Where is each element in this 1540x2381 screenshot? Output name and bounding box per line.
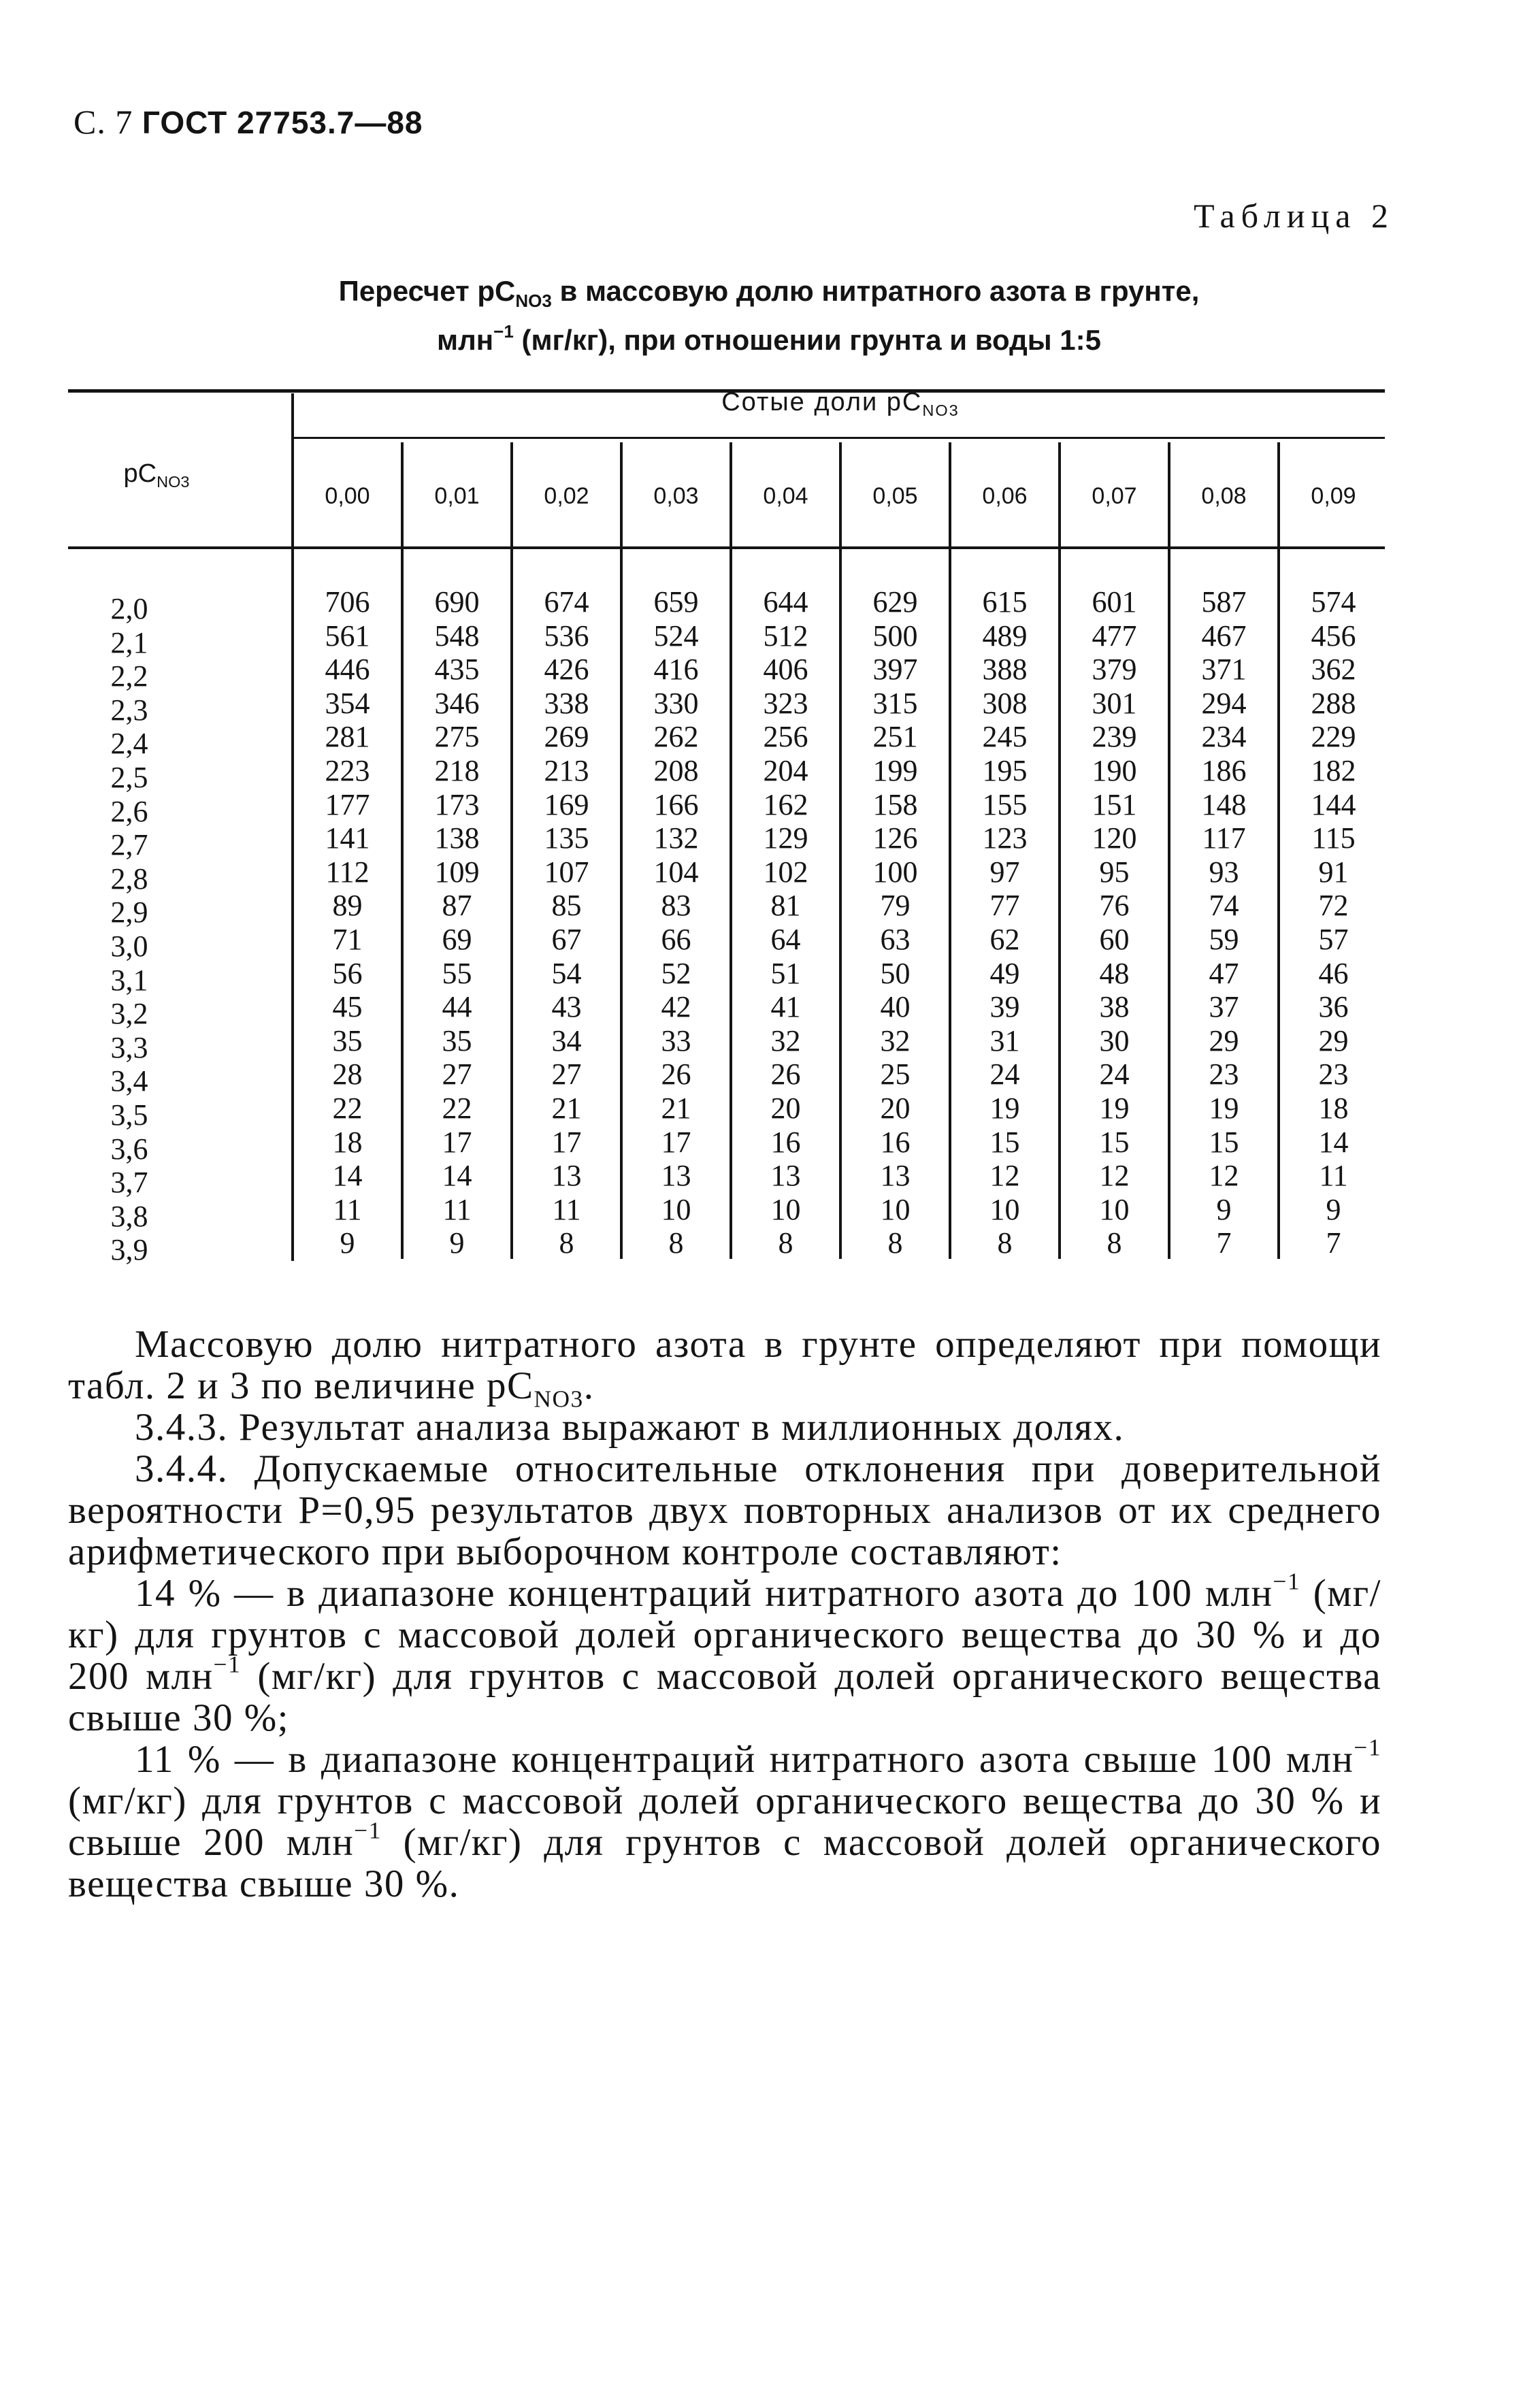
table-cell: 135: [544, 821, 589, 855]
table-cell: 29: [1318, 1023, 1349, 1057]
table-cell: 24: [989, 1057, 1020, 1091]
table-cell: 13: [661, 1159, 691, 1193]
row-label: 2,2: [110, 659, 148, 693]
table-cell: 10: [661, 1192, 691, 1226]
page-header: [73, 102, 423, 142]
table-cell: 213: [544, 753, 589, 787]
table-cell: 308: [982, 686, 1028, 720]
table-cell: 18: [332, 1125, 363, 1159]
table-cell: 23: [1209, 1057, 1239, 1091]
table-cell: 22: [332, 1091, 363, 1125]
table-cell: 435: [434, 653, 480, 687]
table-cell: 34: [551, 1023, 582, 1057]
row-label: 2,0: [110, 592, 148, 625]
table-cell: 561: [325, 619, 370, 653]
table-cell: 8: [668, 1226, 684, 1260]
paragraph-1: Массовую долю нитратного азота в грунте определяют при помощи табл. 2 и 3 по величине $pC_{NO3}$.: [68, 1323, 1381, 1413]
paragraph-5: 11 % — в диапазоне концентраций нитратного азота свыше 100 млн$^{-1}$ (мг/кг) для грунтов с массовой долей органического вещества до 30 % и свыше 200 млн$^{-1}$ (мг/кг) для грунтов с массовой долей органического вещества свыше 30 %.: [68, 1734, 1382, 1905]
table-cell: 524: [653, 619, 699, 653]
table-cell: 83: [661, 889, 691, 923]
table-cell: 269: [544, 720, 589, 754]
table-cell: 60: [1099, 922, 1130, 956]
table-cell: 126: [872, 821, 918, 855]
table-cell: 16: [770, 1125, 801, 1159]
row-label: 2,5: [110, 760, 148, 794]
table-cell: 29: [1209, 1023, 1239, 1057]
table-cell: 234: [1201, 720, 1247, 754]
table-cell: 51: [770, 956, 801, 990]
column-header: 0,00: [325, 483, 370, 509]
table-cell: 323: [763, 686, 808, 720]
table-cell: 294: [1201, 686, 1247, 720]
table-cell: 112: [325, 855, 370, 889]
table-cell: 23: [1318, 1057, 1349, 1091]
table-cell: 15: [989, 1125, 1020, 1159]
table-cell: 76: [1099, 889, 1130, 923]
row-label: 3,4: [110, 1064, 148, 1098]
data-column: [621, 585, 731, 1260]
table-cell: 50: [880, 956, 911, 990]
column-header: 0,03: [653, 483, 699, 509]
table-cell: 25: [880, 1057, 911, 1091]
table-cell: 104: [653, 855, 699, 889]
table-cell: 9: [1216, 1192, 1232, 1226]
table-cell: 15: [1209, 1125, 1239, 1159]
table-cell: 27: [442, 1057, 472, 1091]
table-cell: 218: [434, 753, 480, 787]
table-cell: 288: [1311, 686, 1356, 720]
table-cell: 40: [880, 990, 911, 1024]
table-cell: 467: [1201, 619, 1247, 653]
table-cell: 21: [661, 1091, 691, 1125]
table-cell: 69: [442, 922, 472, 956]
paragraph-3: 3.4.4. Допускаемые относительные отклонения при доверительной вероятности P=0,95 результатов двух повторных анализов от их среднего арифметического при выборочном контроле составляют:: [68, 1447, 1381, 1573]
table-cell: 132: [653, 821, 699, 855]
table-cell: 120: [1092, 821, 1137, 855]
title-superscript: −1: [493, 321, 514, 342]
table-cell: 36: [1318, 990, 1349, 1024]
row-label: 3,0: [110, 929, 148, 963]
table-cell: 11: [333, 1192, 362, 1226]
paragraph-4: 14 % — в диапазоне концентраций нитратного азота до 100 млн$^{-1}$ (мг/кг) для грунтов с массовой долей органического вещества до 30 % и до 200 млн$^{-1}$ (мг/кг) для грунтов с массовой долей органического вещества свыше 30 %;: [68, 1568, 1382, 1739]
table-cell: 173: [434, 787, 480, 821]
row-label: 3,1: [110, 963, 148, 997]
table-cell: 11: [442, 1192, 472, 1226]
row-label: 2,3: [110, 693, 148, 727]
table-cell: 338: [544, 686, 589, 720]
table-cell: 245: [982, 720, 1028, 754]
table-cell: 144: [1311, 787, 1356, 821]
table-cell: 371: [1201, 653, 1247, 687]
table-cell: 30: [1099, 1023, 1130, 1057]
table-cell: 52: [661, 956, 691, 990]
table-cell: 57: [1318, 922, 1349, 956]
table-cell: 10: [989, 1192, 1020, 1226]
document-code: ГОСТ 27753.7—88: [142, 105, 423, 140]
table-cell: 251: [872, 720, 918, 754]
table-cell: 123: [982, 821, 1028, 855]
column-header: 0,05: [872, 483, 918, 509]
table-cell: 275: [434, 720, 480, 754]
table-cell: 186: [1201, 753, 1247, 787]
table-cell: 388: [982, 653, 1028, 687]
table-cell: 18: [1318, 1091, 1349, 1125]
row-label: 2,4: [110, 727, 148, 761]
table-cell: 406: [763, 653, 808, 687]
row-label: 3,7: [110, 1166, 148, 1200]
table-cell: 10: [1099, 1192, 1130, 1226]
table-cell: 109: [434, 855, 480, 889]
table-cell: 16: [880, 1125, 911, 1159]
table-cell: 177: [325, 787, 370, 821]
column-header: 0,08: [1201, 483, 1247, 509]
table-cell: 162: [763, 787, 808, 821]
table-cell: 93: [1209, 855, 1239, 889]
table-cell: 71: [332, 922, 363, 956]
row-label: 3,8: [110, 1199, 148, 1233]
data-column: [1279, 585, 1388, 1260]
row-label: 2,6: [110, 794, 148, 828]
table-cell: 39: [989, 990, 1020, 1024]
row-label: 2,1: [110, 625, 148, 659]
table-cell: 41: [770, 990, 801, 1024]
table-cell: 182: [1311, 753, 1356, 787]
table-cell: 59: [1209, 922, 1239, 956]
row-labels: [95, 592, 163, 1267]
table-cell: 166: [653, 787, 699, 821]
table-cell: 397: [872, 653, 918, 687]
row-label: 2,7: [110, 828, 148, 862]
data-column: [1169, 585, 1279, 1260]
table-cell: 10: [770, 1192, 801, 1226]
column-group-header: Сотые доли $pC_{NO3}$: [721, 388, 960, 420]
table-cell: 148: [1201, 787, 1247, 821]
row-label: 2,9: [110, 896, 148, 930]
table-cell: 362: [1311, 653, 1356, 687]
table-cell: 77: [989, 889, 1020, 923]
data-column: [950, 585, 1060, 1260]
data-column: [293, 585, 402, 1260]
table-cell: 56: [332, 956, 363, 990]
table-cell: 8: [778, 1226, 793, 1260]
table-cell: 8: [997, 1226, 1013, 1260]
data-column: [840, 585, 950, 1260]
table-cell: 169: [544, 787, 589, 821]
table-cell: 44: [442, 990, 472, 1024]
row-label: 2,8: [110, 861, 148, 896]
table-cell: 33: [661, 1023, 691, 1057]
table-cell: 204: [763, 753, 808, 787]
table-cell: 8: [559, 1226, 574, 1260]
table-cell: 20: [880, 1091, 911, 1125]
table-cell: 199: [872, 753, 918, 787]
table-cell: 28: [332, 1057, 363, 1091]
table-cell: 158: [872, 787, 918, 821]
table-cell: 629: [872, 585, 918, 619]
table-cell: 79: [880, 889, 911, 923]
table-cell: 489: [982, 619, 1028, 653]
page-number: С. 7: [73, 103, 133, 141]
table-cell: 102: [763, 855, 808, 889]
table-cell: 151: [1092, 787, 1137, 821]
table-cell: 66: [661, 922, 691, 956]
table-cell: 659: [653, 585, 699, 619]
table-cell: 477: [1092, 619, 1137, 653]
column-header: 0,09: [1311, 483, 1356, 509]
column-header: 0,02: [544, 483, 589, 509]
table-cell: 45: [332, 990, 363, 1024]
table-cell: 64: [770, 922, 801, 956]
table-cell: 74: [1209, 889, 1239, 923]
data-column: [402, 585, 512, 1260]
table-cell: 22: [442, 1091, 472, 1125]
table-cell: 100: [872, 855, 918, 889]
table-cell: 19: [1209, 1091, 1239, 1125]
table-cell: 512: [763, 619, 808, 653]
table-cell: 644: [763, 585, 808, 619]
table-cell: 155: [982, 787, 1028, 821]
table-cell: 7: [1326, 1226, 1341, 1260]
table-cell: 446: [325, 653, 370, 687]
table-cell: 85: [551, 889, 582, 923]
table-cell: 330: [653, 686, 699, 720]
table-cell: 223: [325, 753, 370, 787]
table-cell: 10: [880, 1192, 911, 1226]
table-cell: 17: [442, 1125, 472, 1159]
table-cell: 500: [872, 619, 918, 653]
table-cell: 8: [1107, 1226, 1122, 1260]
table-cell: 81: [770, 889, 801, 923]
column-header: 0,06: [982, 483, 1028, 509]
table-cell: 706: [325, 585, 370, 619]
table-cell: 49: [989, 956, 1020, 990]
table-cell: 13: [770, 1159, 801, 1193]
table-cell: 43: [551, 990, 582, 1024]
table-cell: 19: [1099, 1091, 1130, 1125]
column-header: 0,04: [763, 483, 808, 509]
title-suffix: в массовую долю нитратного азота в грунте,: [559, 275, 1200, 307]
table-cell: 17: [661, 1125, 691, 1159]
table-cell: 117: [1202, 821, 1246, 855]
table-cell: 67: [551, 922, 582, 956]
table-cell: 354: [325, 686, 370, 720]
column-header: 0,07: [1092, 483, 1137, 509]
table-cell: 548: [434, 619, 480, 653]
table-cell: 72: [1318, 889, 1349, 923]
table-cell: 12: [1099, 1159, 1130, 1193]
table-cell: 426: [544, 653, 589, 687]
row-label: 3,2: [110, 997, 148, 1031]
table-cell: 107: [544, 855, 589, 889]
table-cell: 11: [1319, 1159, 1348, 1193]
table-cell: 7: [1216, 1226, 1232, 1260]
table-cell: 601: [1092, 585, 1137, 619]
table-cell: 14: [332, 1159, 363, 1193]
table-cell: 141: [325, 821, 370, 855]
table-cell: 26: [661, 1057, 691, 1091]
table-cell: 38: [1099, 990, 1130, 1024]
column-header: 0,01: [434, 483, 480, 509]
data-column: [512, 585, 621, 1260]
table-cell: 9: [340, 1226, 355, 1260]
table-cell: 129: [763, 821, 808, 855]
table-cell: 27: [551, 1057, 582, 1091]
row-label: 3,3: [110, 1030, 148, 1064]
title-prefix: Пересчет pC: [338, 275, 516, 307]
table-title: [225, 267, 1313, 365]
table-cell: 62: [989, 922, 1020, 956]
table-cell: 574: [1311, 585, 1356, 619]
row-label: 3,5: [110, 1098, 148, 1132]
table-cell: 31: [989, 1023, 1020, 1057]
table-cell: 416: [653, 653, 699, 687]
table-label: Таблица 2: [1194, 197, 1394, 235]
title-line2: (мг/кг), при отношении грунта и воды 1:5: [521, 324, 1101, 356]
table-cell: 12: [989, 1159, 1020, 1193]
data-column: [731, 585, 840, 1260]
table-cell: 35: [332, 1023, 363, 1057]
table-cell: 91: [1318, 855, 1349, 889]
row-header: $pC_{NO3}$: [123, 459, 190, 491]
table-cell: 46: [1318, 956, 1349, 990]
table-cell: 26: [770, 1057, 801, 1091]
table-cell: 301: [1092, 686, 1137, 720]
table-cell: 63: [880, 922, 911, 956]
table-cell: 190: [1092, 753, 1137, 787]
table-cell: 587: [1201, 585, 1247, 619]
row-label: 3,6: [110, 1132, 148, 1166]
table-cell: 456: [1311, 619, 1356, 653]
table-cell: 262: [653, 720, 699, 754]
table-cell: 9: [1326, 1192, 1341, 1226]
table-cell: 11: [552, 1192, 581, 1226]
table-cell: 13: [880, 1159, 911, 1193]
table-cell: 208: [653, 753, 699, 787]
table-cell: 32: [880, 1023, 911, 1057]
table-cell: 8: [887, 1226, 903, 1260]
table-cell: 17: [551, 1125, 582, 1159]
table-cell: 15: [1099, 1125, 1130, 1159]
title-unit: млн: [437, 324, 494, 356]
table-cell: 37: [1209, 990, 1239, 1024]
table-cell: 97: [989, 855, 1020, 889]
table-cell: 54: [551, 956, 582, 990]
table-cell: 256: [763, 720, 808, 754]
table-cell: 346: [434, 686, 480, 720]
table-cell: 21: [551, 1091, 582, 1125]
table-cell: 19: [989, 1091, 1020, 1125]
table-cell: 95: [1099, 855, 1130, 889]
table-cell: 9: [449, 1226, 465, 1260]
row-label: 3,9: [110, 1233, 148, 1267]
table-cell: 24: [1099, 1057, 1130, 1091]
table-cell: 42: [661, 990, 691, 1024]
table-cell: 536: [544, 619, 589, 653]
table-cell: 379: [1092, 653, 1137, 687]
table-group-rule: [293, 437, 1385, 439]
table-cell: 89: [332, 889, 363, 923]
table-cell: 281: [325, 720, 370, 754]
table-cell: 55: [442, 956, 472, 990]
body-text: [68, 1324, 1381, 1905]
table-cell: 20: [770, 1091, 801, 1125]
data-column: [1060, 585, 1169, 1260]
table-cell: 47: [1209, 956, 1239, 990]
table-cell: 87: [442, 889, 472, 923]
table-cell: 35: [442, 1023, 472, 1057]
table-cell: 239: [1092, 720, 1137, 754]
paragraph-2: 3.4.3. Результат анализа выражают в миллионных долях.: [135, 1406, 1125, 1449]
table-cell: 14: [442, 1159, 472, 1193]
table-header-bottom-rule: [68, 546, 1385, 549]
table-cell: 48: [1099, 956, 1130, 990]
table-cell: 690: [434, 585, 480, 619]
table-cell: 12: [1209, 1159, 1239, 1193]
table-cell: 195: [982, 753, 1028, 787]
table-cell: 615: [982, 585, 1028, 619]
table-cell: 674: [544, 585, 589, 619]
table-cell: 315: [872, 686, 918, 720]
title-subscript: NO3: [515, 291, 552, 312]
table-cell: 13: [551, 1159, 582, 1193]
table-cell: 14: [1318, 1125, 1349, 1159]
table-cell: 32: [770, 1023, 801, 1057]
table-cell: 138: [434, 821, 480, 855]
table-cell: 229: [1311, 720, 1356, 754]
table-cell: 115: [1311, 821, 1356, 855]
